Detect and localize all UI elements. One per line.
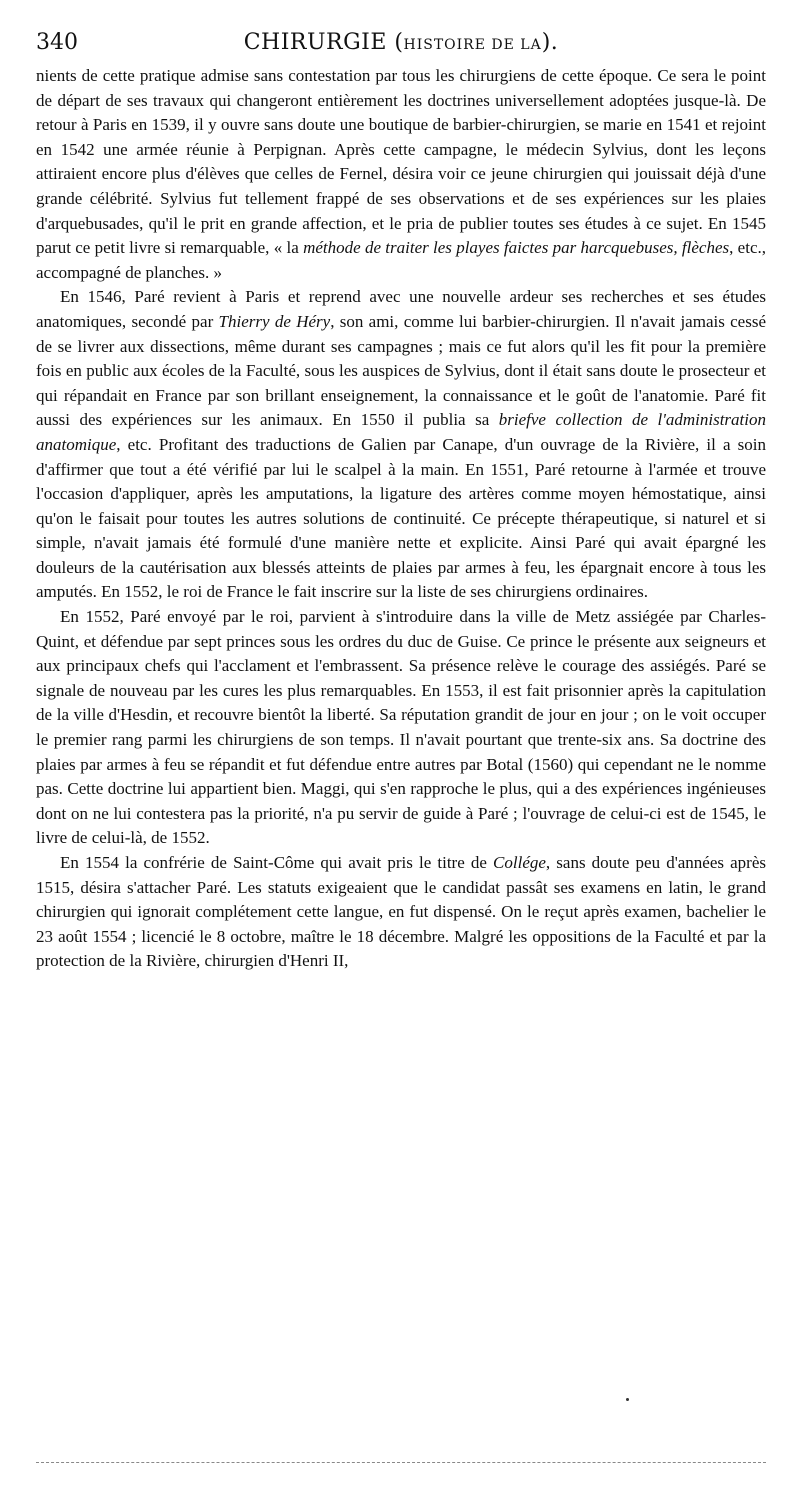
text-segment: , etc. Profitant des traductions de Galien par Canape, d'un ouvrage de la Rivière, il a soin d'affirmer que tout a été vérifié par lui le scalpel à la main. En 1551, Paré retourne à l'armée et trouve l'occasion d'appliquer, après les amputations, la ligature des artères comme moyen hémostatique, ainsi qu'on le faisait pour toutes les autres solutions de continuité. Ce précepte thérapeutique, si naturel et si simple, n'avait jamais été formulé d'une manière nette et explicite. Ainsi Paré qui avait épargné les douleurs de la cautérisation aux blessés atteints de plaies par armes à feu, les épargnait encore à tous les amputés. En 1552, le roi de France le fait inscrire sur la liste de ses chirurgiens ordinaires.: [36, 434, 766, 602]
page-number: 340: [36, 30, 78, 55]
print-speck: [626, 1398, 629, 1401]
text-segment: , son ami, comme lui barbier-chirurgien. Il n'avait jamais cessé de se livrer aux dissections, même durant ses campagnes ; mais ce fut alors qu'il les fit pour la première fois en public aux écoles de la Faculté, sous les auspices de Sylvius, dont il était sans doute le prosecteur et qui répandait en France par son brillant enseignement, la connaissance et le goût de l'anatomie. Paré fit aussi des expériences sur les animaux. En 1550 il publia sa: [36, 311, 766, 430]
text-segment: , etc., accompagné de planches. »: [36, 238, 766, 282]
text-segment: En 1546, Paré revient à Paris et reprend avec une nouvelle ardeur ses recherches et ses études anatomiques, secondé par: [36, 287, 766, 331]
italic-text: briefve collection de l'administration anatomique: [36, 410, 766, 454]
italic-text: Thierry de Héry: [218, 311, 331, 331]
running-title: [36, 28, 766, 60]
paragraph: [36, 285, 766, 605]
page-header: [36, 28, 766, 58]
italic-text: Collége: [493, 853, 546, 872]
text-segment: nients de cette pratique admise sans contestation par tous les chirurgiens de cette époque. Ce sera le point de départ de ses travaux qui changeront entièrement les doctrines universellement adoptées jusque-là. De retour à Paris en 1539, il y ouvre sans doute une boutique de barbier-chirurgien, se marie en 1541 et rejoint en 1542 une armée réunie à Perpignan. Après cette campagne, le médecin Sylvius, dont les leçons attiraient encore plus d'élèves que celles de Fernel, désira voir ce jeune chirurgien qui jouissait déjà d'une grande célébrité. Sylvius fut tellement frappé de ses observations et de ses expériences sur les plaies d'arquebusades, qu'il le prit en grande affection, et le pria de publier toutes ses études à ce sujet. En 1545 parut ce petit livre si remarquable, « la: [36, 66, 766, 258]
document-page: [36, 28, 766, 974]
body-text: [36, 64, 766, 974]
italic-text: méthode de traiter les playes faictes par harcquebuses, flèches: [303, 238, 730, 258]
running-title-main: CHIRURGIE (: [243, 30, 404, 55]
paragraph: [36, 64, 766, 285]
footer-rule: [36, 1462, 766, 1463]
text-segment: En 1552, Paré envoyé par le roi, parvient à s'introduire dans la ville de Metz assiégée par Charles-Quint, et défendue par sept princes sous les ordres du duc de Guise. Ce prince le présente aux seigneurs et aux principaux chefs qui l'acclament et l'embrassent. Sa présence relève le courage des assiégés. Paré se signale de nouveau par les cures les plus remarquables. En 1553, il est fait prisonnier après la capitulation de la ville d'Hesdin, et recouvre bientôt la liberté. Sa réputation grandit de jour en jour ; on le voit occuper le premier rang parmi les chirurgiens de son temps. Il n'avait pourtant que trente-six ans. Sa doctrine des plaies par armes à feu se répandit et fut défendue entre autres par Botal (1560) qui cependant ne le nomme pas. Cette doctrine lui appartient bien. Maggi, qui s'en rapproche le plus, qui a des expériences ingénieuses dont on ne lui contestera pas la priorité, n'a pu servir de guide à Paré ; l'ouvrage de celui-ci est de 1545, le livre de celui-là, de 1552.: [36, 607, 766, 848]
text-segment: En 1554 la confrérie de Saint-Côme qui avait pris le titre de: [60, 853, 494, 872]
running-title-end: ).: [541, 30, 559, 55]
text-segment: , sans doute peu d'années après 1515, désira s'attacher Paré. Les statuts exigeaient que le candidat passât ses examens en latin, le grand chirurgien qui ignorait complétement cette langue, en fut dispensé. On le reçut après examen, bachelier le 23 août 1554 ; licencié le 8 octobre, maître le 18 décembre. Malgré les oppositions de la Faculté et par la protection de la Rivière, chirurgien d'Henri II,: [36, 853, 766, 971]
paragraph: [36, 851, 766, 974]
running-title-smallcaps: HISTOIRE DE LA: [403, 37, 542, 53]
paragraph: [36, 605, 766, 851]
